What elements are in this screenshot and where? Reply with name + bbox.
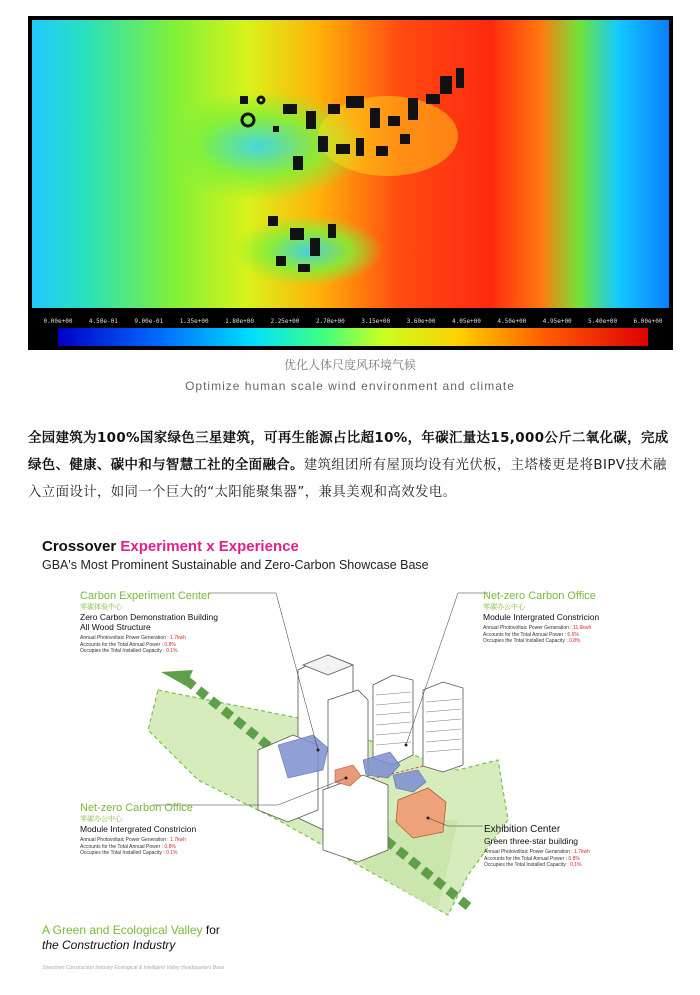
legend-tick-label: 0.00e+00 [43, 318, 73, 325]
carbon-center-cn: 零碳体验中心 [80, 604, 122, 611]
office-bottom-cn: 零碳办公中心 [80, 816, 122, 823]
paragraph-normal-text: 建筑组团所有屋顶均设有光伏板，主塔楼更是将BIPV技术融入立面设计，如同一个巨大的“太阳能聚集器”，兼具美观和高效发电。 [28, 458, 667, 500]
figure-caption-chinese: 优化人体尺度风环境气候 [283, 358, 416, 372]
poster-title-black: Crossover [42, 538, 117, 555]
net-zero-office-top-block: Net-zero Carbon Office 零碳办公中心 Module Intergrated Constricion Annual Photovoltaic Power Generation : 11.6kwh Accounts for the Total Annual Power : 6.6% Occupies the Total Installed Capacity : 0.8% [483, 590, 668, 645]
carbon-center-line2: All Wood Structure [80, 622, 151, 632]
legend-tick-label: 4.95e+00 [542, 318, 572, 325]
office-top-line1: Module Intergrated Constricion [483, 612, 600, 622]
legend-tick-label: 9.00e-01 [134, 318, 164, 325]
legend-tick-label: 5.40e+00 [588, 318, 618, 325]
carbon-experiment-center-block: Carbon Experiment Center 零碳体验中心 Zero Carbon Demonstration Building All Wood Structure Annual Photovoltaic Power Generation : 1.7kwh Accounts for the Total Annual Power : 0.8% Occupies the Total Installed Capacity : 0.1% [80, 590, 280, 655]
paragraph-bold-text: 全园建筑为100%国家绿色三星建筑，可再生能源占比超10%，年碳汇量达15,000公斤二氧化碳，完成绿色、健康、碳中和与智慧工社的全面融合。 [28, 431, 669, 473]
poster-footer-line1: A Green and Ecological Valley for [42, 923, 220, 937]
poster-footer-small: Shenzhen Construction Industry Ecological & Intelligent Valley Headquarters Base [42, 965, 225, 971]
legend-tick-label: 3.15e+00 [361, 318, 391, 325]
exhibition-line1: Green three-star building [484, 836, 579, 846]
office-top-cn: 零碳办公中心 [483, 604, 525, 611]
legend-tick-label: 4.50e+00 [497, 318, 527, 325]
net-zero-office-bottom-block: Net-zero Carbon Office 零碳办公中心 Module Intergrated Constricion Annual Photovoltaic Power Generation : 1.7kwh Accounts for the Total Annual Power : 0.8% Occupies the Total Installed Capacity : 0.1% [80, 802, 280, 857]
exhibition-center-block: Exhibition Center Green three-star building Annual Photovoltaic Power Generation : 1.7kwh Accounts for the Total Annual Power : 0.8% Occupies the Total Installed Capacity : 0.1% [484, 824, 664, 869]
poster-title-magenta: Experiment x Experience [120, 538, 299, 555]
legend-tick-label: 4.50e-01 [88, 318, 118, 325]
body-paragraph [28, 425, 673, 506]
showcase-poster [28, 520, 673, 980]
poster-footer-line2: the Construction Industry [42, 938, 176, 952]
legend-tick-label: 2.25e+00 [270, 318, 300, 325]
office-bottom-line1: Module Intergrated Constricion [80, 824, 197, 834]
carbon-center-line1: Zero Carbon Demonstration Building [80, 612, 218, 622]
exhibition-title: Exhibition Center [484, 824, 561, 835]
legend-tick-label: 6.00e+00 [633, 318, 663, 325]
office-bottom-title: Net-zero Carbon Office [80, 802, 193, 814]
legend-tick-label: 2.70e+00 [315, 318, 345, 325]
legend-tick-label: 1.80e+00 [225, 318, 254, 325]
poster-title [42, 538, 299, 555]
carbon-center-title: Carbon Experiment Center [80, 590, 211, 602]
poster-subtitle: GBA's Most Prominent Sustainable and Zero-Carbon Showcase Base [42, 558, 429, 572]
office-top-title: Net-zero Carbon Office [483, 590, 596, 602]
figure-caption-english: Optimize human scale wind environment and climate [185, 379, 515, 393]
wind-simulation-image [28, 16, 673, 350]
legend-tick-label: 4.05e+00 [452, 318, 481, 325]
legend-tick-label: 1.35e+00 [179, 318, 209, 325]
legend-tick-label: 3.60e+00 [406, 318, 436, 325]
